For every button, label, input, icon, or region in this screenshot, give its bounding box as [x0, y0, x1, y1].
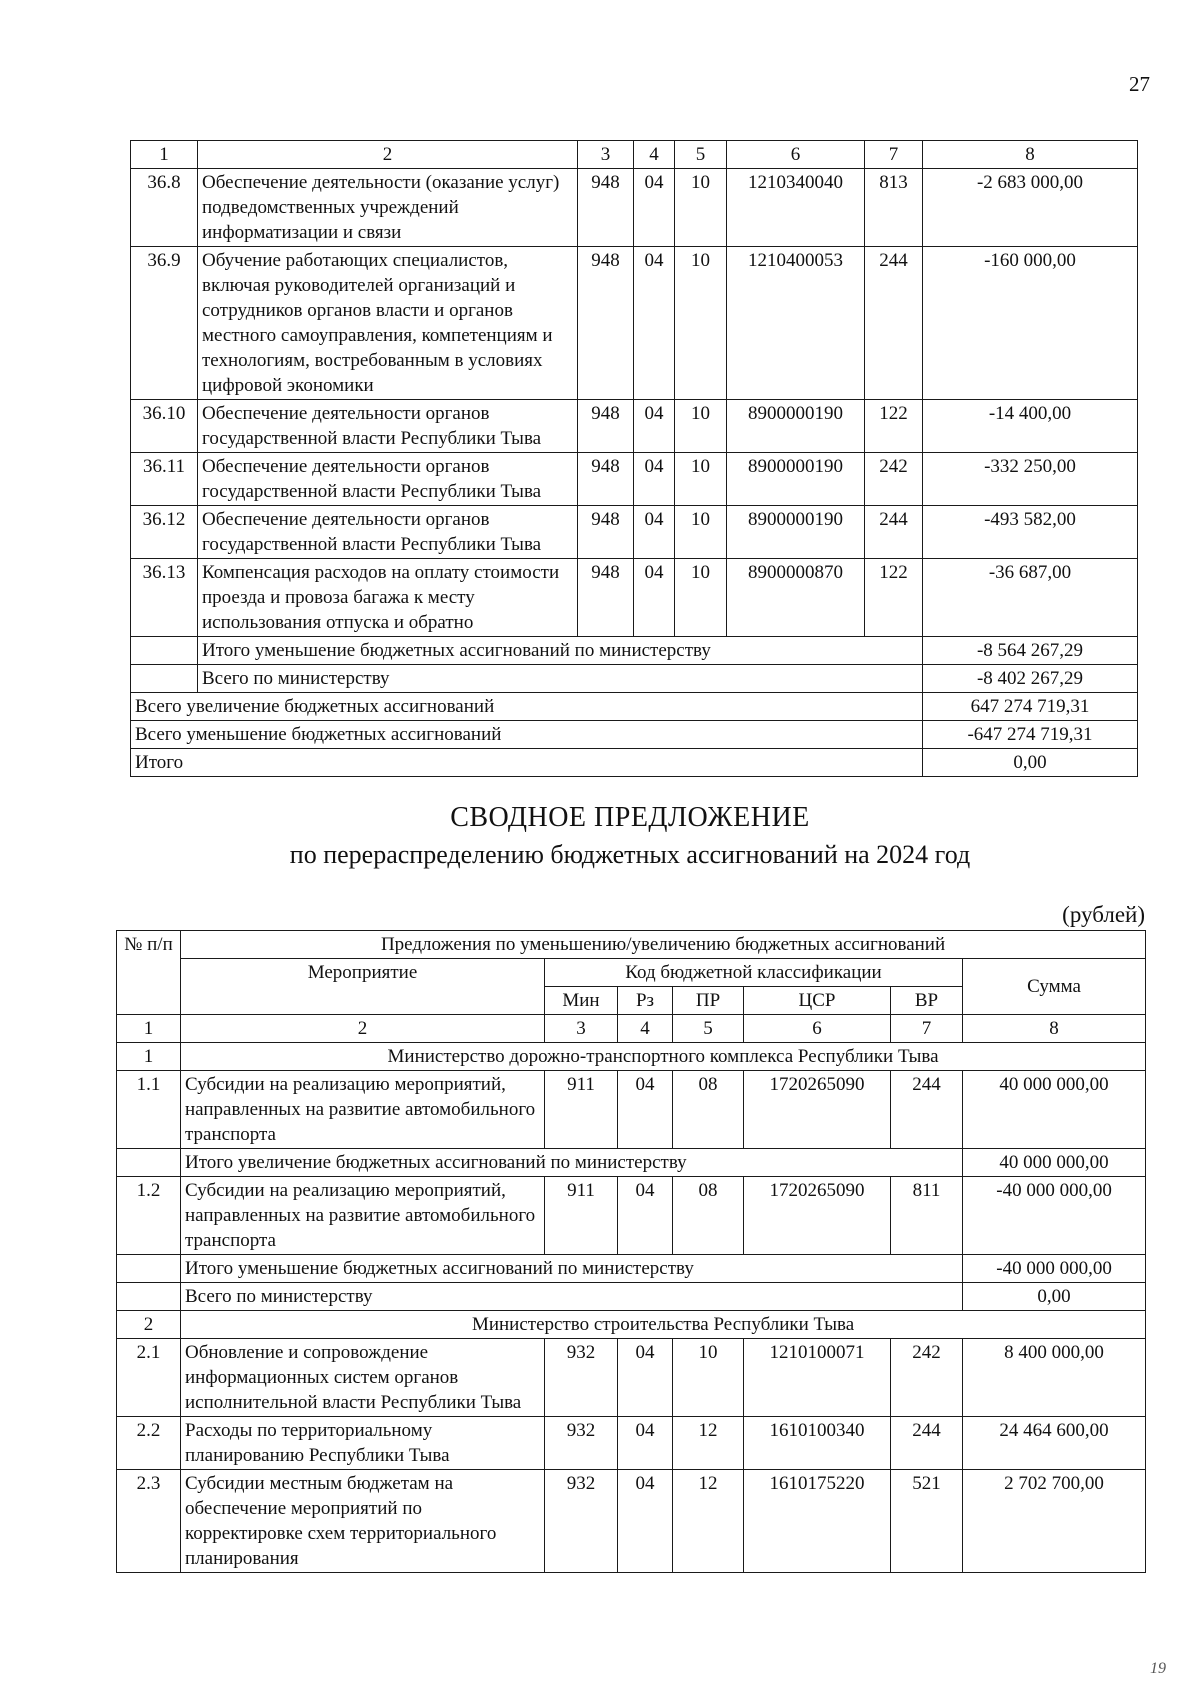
column-number-row: [131, 141, 1138, 169]
section-row: [117, 1311, 1146, 1339]
column-number-row: [117, 1015, 1146, 1043]
subtotal-decrease-row: [131, 637, 1138, 665]
col-num-5: 5: [673, 1015, 744, 1043]
total-ministry-row: [117, 1283, 1146, 1311]
row-csr: 1210340040: [727, 169, 865, 247]
row-sum: -40 000 000,00: [963, 1177, 1146, 1255]
row-pr: 08: [673, 1177, 744, 1255]
row-pr: 10: [675, 400, 727, 453]
row-rz: 04: [634, 506, 675, 559]
row-csr: 8900000190: [727, 400, 865, 453]
total-ministry-label: Всего по министерству: [181, 1283, 963, 1311]
row-sum: -36 687,00: [923, 559, 1138, 637]
row-rz: 04: [634, 169, 675, 247]
row-rz: 04: [618, 1470, 673, 1573]
row-sum: -14 400,00: [923, 400, 1138, 453]
total-ministry-value: -8 402 267,29: [923, 665, 1138, 693]
row-min: 932: [545, 1470, 618, 1573]
row-number: 36.12: [131, 506, 198, 559]
row-rz: 04: [618, 1339, 673, 1417]
total-decrease-value: -647 274 719,31: [923, 721, 1138, 749]
header-pr: ПР: [673, 987, 744, 1015]
row-csr: 1210400053: [727, 247, 865, 400]
subtotal-increase-label: Итого увеличение бюджетных ассигнований по министерству: [181, 1149, 963, 1177]
row-number: 2.1: [117, 1339, 181, 1417]
row-vr: 122: [865, 400, 923, 453]
document-title: [0, 802, 1200, 870]
row-min: 948: [578, 169, 634, 247]
row-min: 932: [545, 1339, 618, 1417]
summary-table: [116, 930, 1146, 1573]
col-num-4: 4: [618, 1015, 673, 1043]
row-csr: 1210100071: [744, 1339, 891, 1417]
row-pr: 08: [673, 1071, 744, 1149]
header-sum: Сумма: [963, 959, 1146, 1015]
row-vr: 244: [865, 247, 923, 400]
col-num-6: 6: [727, 141, 865, 169]
col-num-8: 8: [923, 141, 1138, 169]
col-num-1: 1: [117, 1015, 181, 1043]
row-rz: 04: [634, 559, 675, 637]
row-pr: 10: [675, 453, 727, 506]
row-number: 1.1: [117, 1071, 181, 1149]
row-vr: 811: [891, 1177, 963, 1255]
total-value: 0,00: [923, 749, 1138, 777]
col-num-2: 2: [181, 1015, 545, 1043]
table-row: [131, 169, 1138, 247]
table-row: [117, 1177, 1146, 1255]
row-name: Обеспечение деятельности органов государственной власти Республики Тыва: [198, 453, 578, 506]
row-name: Расходы по территориальному планированию Республики Тыва: [181, 1417, 545, 1470]
row-name: Обеспечение деятельности органов государственной власти Республики Тыва: [198, 506, 578, 559]
row-number: 36.8: [131, 169, 198, 247]
row-name: Субсидии на реализацию мероприятий, направленных на развитие автомобильного транспорта: [181, 1177, 545, 1255]
header-vr: ВР: [891, 987, 963, 1015]
section-title: Министерство дорожно-транспортного комплекса Республики Тыва: [181, 1043, 1146, 1071]
total-decrease-label: Всего уменьшение бюджетных ассигнований: [131, 721, 923, 749]
row-pr: 12: [673, 1417, 744, 1470]
row-name: Компенсация расходов на оплату стоимости проезда и провоза багажа к месту использования отпуска и обратно: [198, 559, 578, 637]
table-row: [117, 1339, 1146, 1417]
total-increase-label: Всего увеличение бюджетных ассигнований: [131, 693, 923, 721]
col-num-7: 7: [865, 141, 923, 169]
row-csr: 1610175220: [744, 1470, 891, 1573]
row-rz: 04: [618, 1177, 673, 1255]
col-num-1: 1: [131, 141, 198, 169]
row-min: 948: [578, 247, 634, 400]
row-name: Субсидии на реализацию мероприятий, направленных на развитие автомобильного транспорта: [181, 1071, 545, 1149]
header-proposals: Предложения по уменьшению/увеличению бюджетных ассигнований: [181, 931, 1146, 959]
corner-mark: 19: [1150, 1660, 1166, 1677]
row-vr: 242: [891, 1339, 963, 1417]
row-vr: 242: [865, 453, 923, 506]
row-name: Обучение работающих специалистов, включая руководителей организаций и сотрудников органов власти и органов местного самоуправления, компетенциям и технологиям, востребованным в условиях цифровой экономики: [198, 247, 578, 400]
row-pr: 12: [673, 1470, 744, 1573]
row-name: Субсидии местным бюджетам на обеспечение мероприятий по корректировке схем территориального планирования: [181, 1470, 545, 1573]
row-pr: 10: [675, 506, 727, 559]
section-title: Министерство строительства Республики Тыва: [181, 1311, 1146, 1339]
col-num-6: 6: [744, 1015, 891, 1043]
section-row: [117, 1043, 1146, 1071]
row-sum: -160 000,00: [923, 247, 1138, 400]
row-number: 36.10: [131, 400, 198, 453]
row-min: 948: [578, 506, 634, 559]
subtotal-decrease-value: -8 564 267,29: [923, 637, 1138, 665]
col-num-3: 3: [545, 1015, 618, 1043]
row-rz: 04: [634, 247, 675, 400]
row-csr: 8900000190: [727, 453, 865, 506]
row-pr: 10: [675, 169, 727, 247]
col-num-7: 7: [891, 1015, 963, 1043]
header-row-2: [117, 959, 1146, 987]
col-num-4: 4: [634, 141, 675, 169]
row-vr: 244: [865, 506, 923, 559]
subtotal-increase-row: [117, 1149, 1146, 1177]
units-label: (рублей): [1062, 902, 1145, 927]
row-number: 36.11: [131, 453, 198, 506]
table-row: [131, 559, 1138, 637]
total-ministry-label: Всего по министерству: [198, 665, 923, 693]
col-num-5: 5: [675, 141, 727, 169]
row-min: 948: [578, 453, 634, 506]
header-min: Мин: [545, 987, 618, 1015]
header-row-1: [117, 931, 1146, 959]
row-rz: 04: [618, 1071, 673, 1149]
row-sum: -2 683 000,00: [923, 169, 1138, 247]
row-vr: 244: [891, 1417, 963, 1470]
row-csr: 1610100340: [744, 1417, 891, 1470]
row-csr: 8900000190: [727, 506, 865, 559]
total-decrease-row: [131, 721, 1138, 749]
col-num-8: 8: [963, 1015, 1146, 1043]
row-sum: 8 400 000,00: [963, 1339, 1146, 1417]
total-label: Итого: [131, 749, 923, 777]
row-name: Обеспечение деятельности (оказание услуг) подведомственных учреждений информатизации и связи: [198, 169, 578, 247]
row-pr: 10: [673, 1339, 744, 1417]
row-sum: 40 000 000,00: [963, 1071, 1146, 1149]
subtotal-decrease-row: [117, 1255, 1146, 1283]
page-number: 27: [1129, 72, 1150, 96]
row-number: 1.2: [117, 1177, 181, 1255]
total-increase-value: 647 274 719,31: [923, 693, 1138, 721]
table-row: [117, 1470, 1146, 1573]
header-rz: Рз: [618, 987, 673, 1015]
table-row: [117, 1417, 1146, 1470]
row-csr: 8900000870: [727, 559, 865, 637]
title-sub: по перераспределению бюджетных ассигнований на 2024 год: [289, 840, 971, 869]
row-csr: 1720265090: [744, 1071, 891, 1149]
row-sum: 24 464 600,00: [963, 1417, 1146, 1470]
total-ministry-value: 0,00: [963, 1283, 1146, 1311]
col-num-2: 2: [198, 141, 578, 169]
row-sum: -493 582,00: [923, 506, 1138, 559]
continuation-table: [130, 140, 1138, 777]
section-number: 1: [117, 1043, 181, 1071]
total-increase-row: [131, 693, 1138, 721]
section-number: 2: [117, 1311, 181, 1339]
row-rz: 04: [634, 400, 675, 453]
row-pr: 10: [675, 559, 727, 637]
header-code: Код бюджетной классификации: [545, 959, 963, 987]
header-csr: ЦСР: [744, 987, 891, 1015]
col-num-3: 3: [578, 141, 634, 169]
row-number: 2.3: [117, 1470, 181, 1573]
header-event: Мероприятие: [181, 959, 545, 1015]
row-min: 932: [545, 1417, 618, 1470]
row-rz: 04: [618, 1417, 673, 1470]
row-number: 36.13: [131, 559, 198, 637]
row-min: 911: [545, 1177, 618, 1255]
row-vr: 244: [891, 1071, 963, 1149]
row-min: 948: [578, 400, 634, 453]
row-min: 948: [578, 559, 634, 637]
row-name: Обновление и сопровождение информационных систем органов исполнительной власти Республики Тыва: [181, 1339, 545, 1417]
row-vr: 813: [865, 169, 923, 247]
subtotal-decrease-value: -40 000 000,00: [963, 1255, 1146, 1283]
table-row: [117, 1071, 1146, 1149]
total-ministry-row: [131, 665, 1138, 693]
total-row: [131, 749, 1138, 777]
row-pr: 10: [675, 247, 727, 400]
row-number: 36.9: [131, 247, 198, 400]
header-num: № п/п: [117, 931, 181, 1015]
row-min: 911: [545, 1071, 618, 1149]
row-rz: 04: [634, 453, 675, 506]
row-number: 2.2: [117, 1417, 181, 1470]
table-row: [131, 247, 1138, 400]
title-main: СВОДНОЕ ПРЕДЛОЖЕНИЕ: [450, 802, 810, 833]
row-vr: 521: [891, 1470, 963, 1573]
table-row: [131, 400, 1138, 453]
table-row: [131, 453, 1138, 506]
row-vr: 122: [865, 559, 923, 637]
row-sum: 2 702 700,00: [963, 1470, 1146, 1573]
table-row: [131, 506, 1138, 559]
row-csr: 1720265090: [744, 1177, 891, 1255]
subtotal-increase-value: 40 000 000,00: [963, 1149, 1146, 1177]
row-name: Обеспечение деятельности органов государственной власти Республики Тыва: [198, 400, 578, 453]
subtotal-decrease-label: Итого уменьшение бюджетных ассигнований по министерству: [181, 1255, 963, 1283]
subtotal-decrease-label: Итого уменьшение бюджетных ассигнований по министерству: [198, 637, 923, 665]
row-sum: -332 250,00: [923, 453, 1138, 506]
